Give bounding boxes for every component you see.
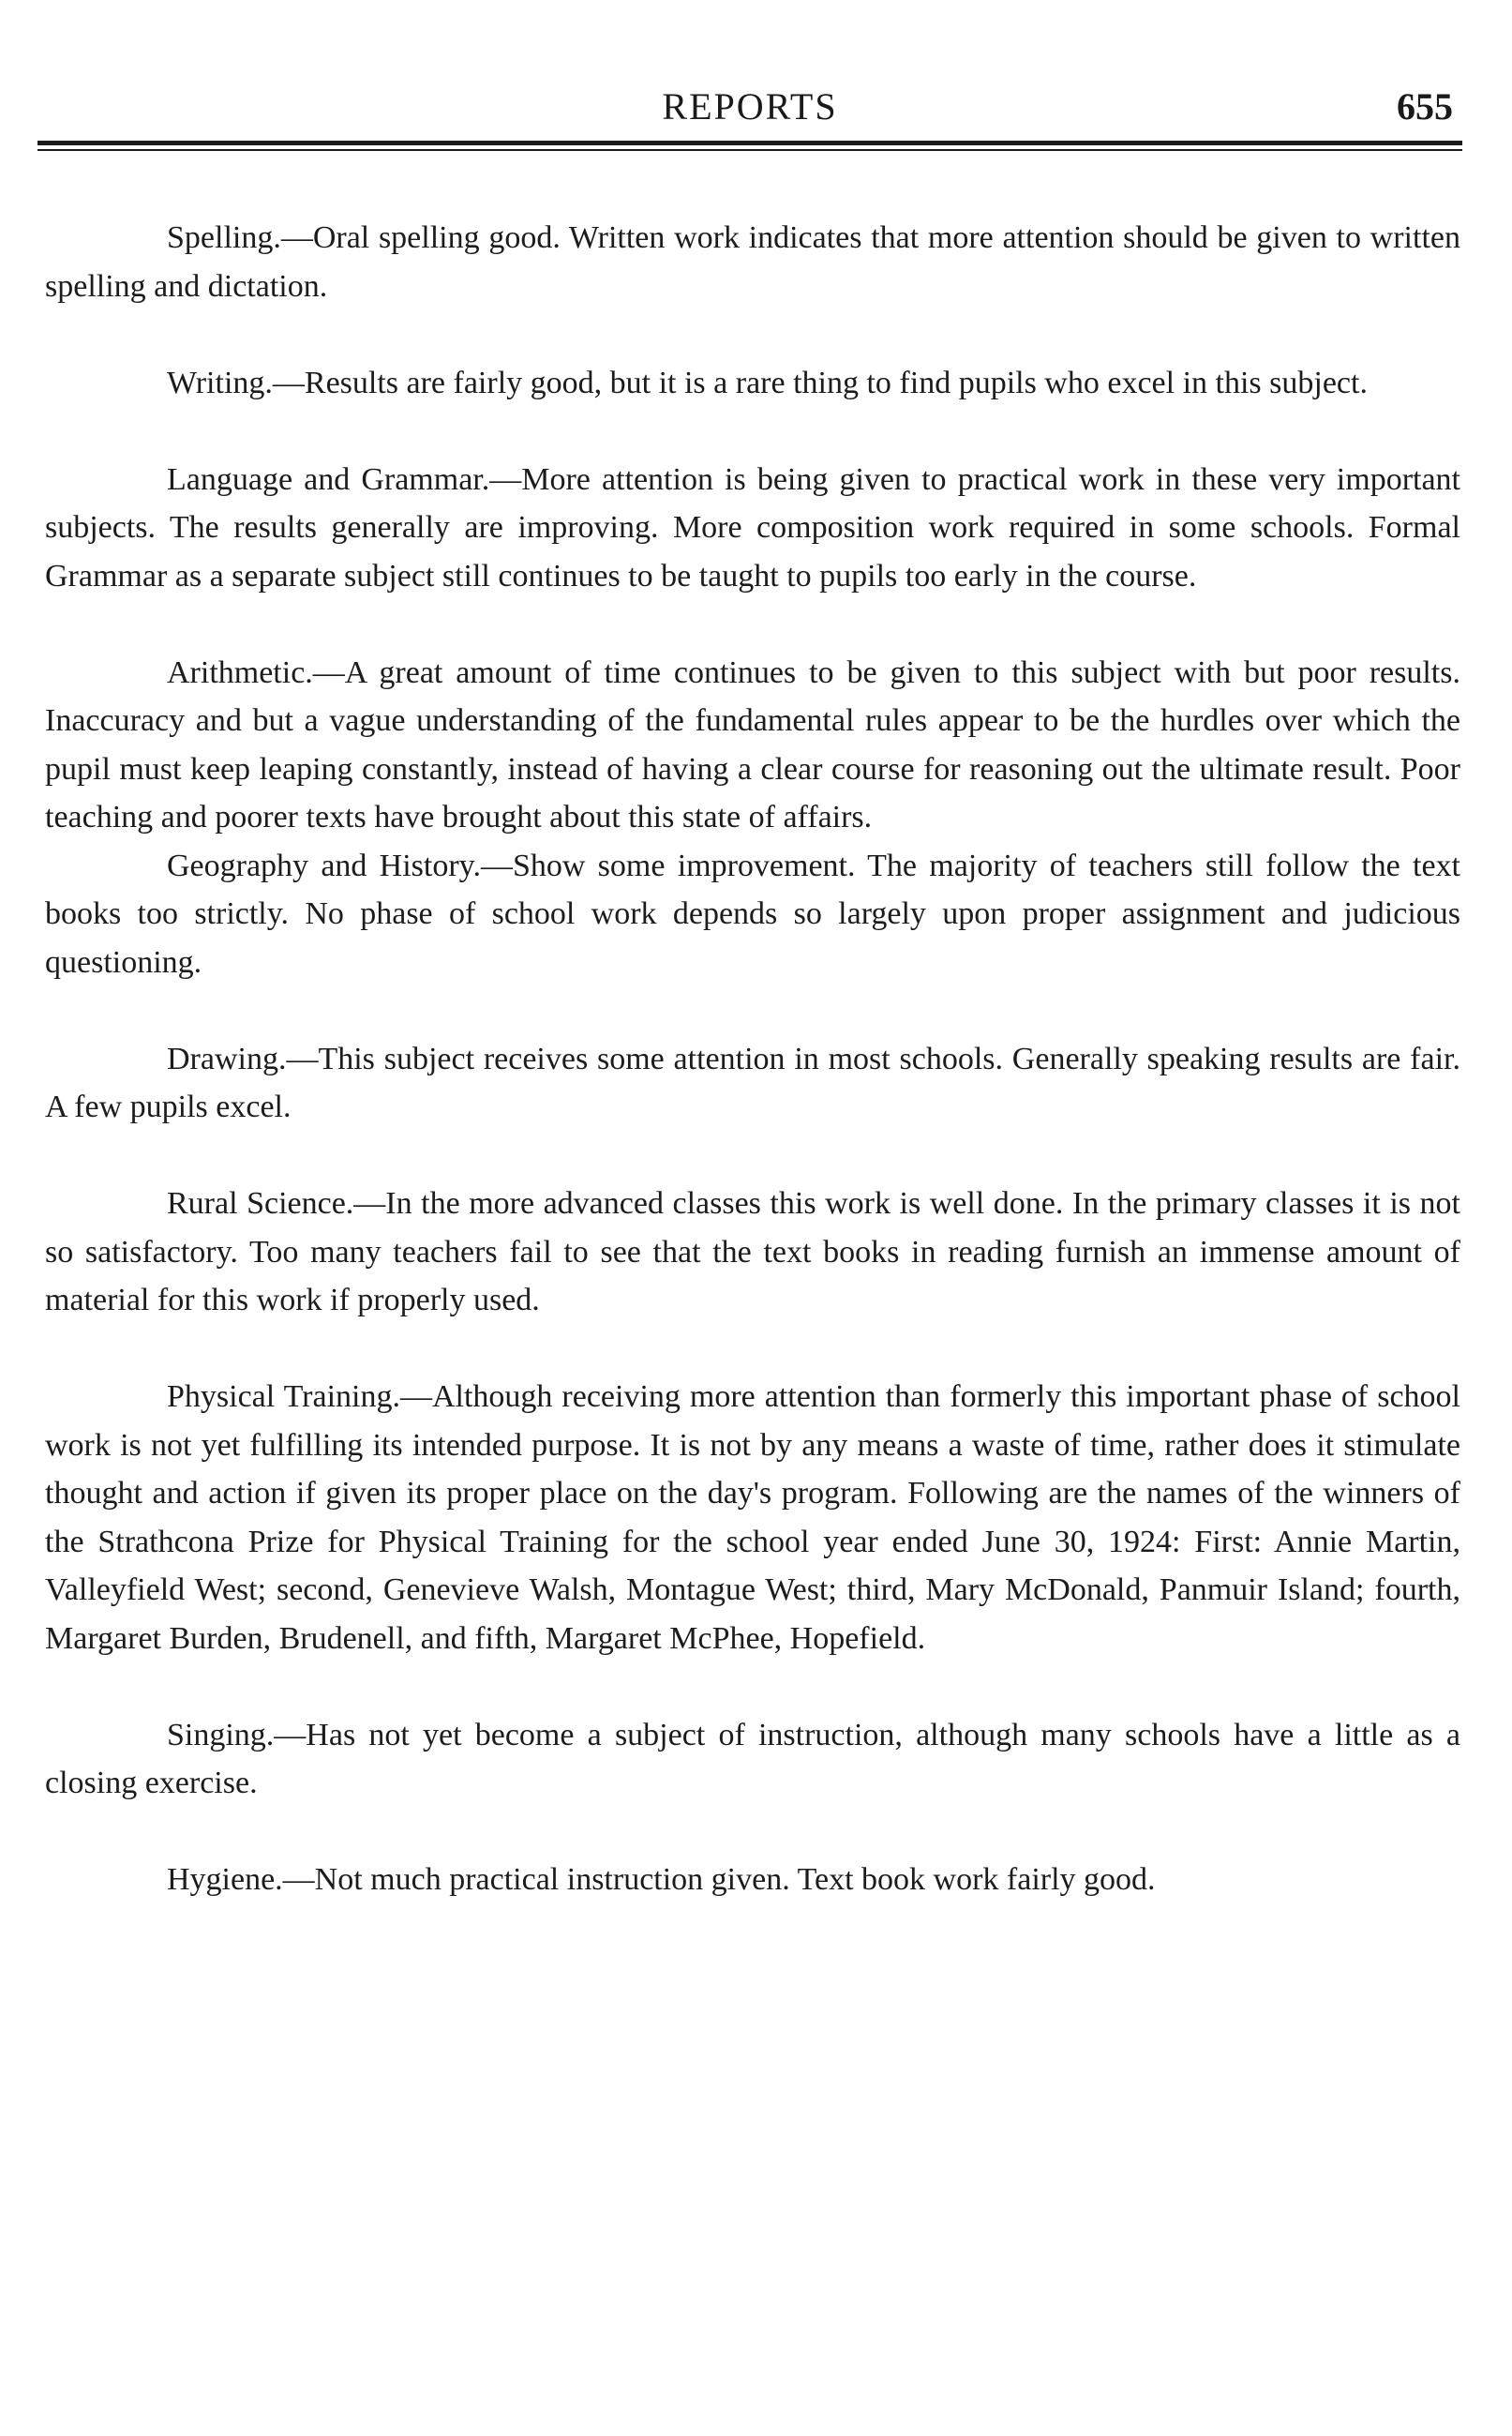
paragraph-drawing: Drawing.—This subject receives some attention in most schools. Generally speaking results are fair. A few pupils excel. <box>45 1041 1460 1124</box>
page-header <box>37 84 1462 131</box>
paragraph-arithmetic: Arithmetic.—A great amount of time continues to be given to this subject with but poor results. Inaccuracy and but a vague understanding of the fundamental rules appear to be the hurdles over which the pupil must keep leaping constantly, instead of having a clear course for reasoning out the ultimate result. Poor teaching and poorer texts have brought about this state of affairs. <box>45 654 1460 835</box>
header-rule <box>37 141 1462 145</box>
page-number: 655 <box>1397 85 1453 128</box>
paragraph-singing: Singing.—Has not yet become a subject of instruction, although many schools have a little as a closing exercise. <box>45 1717 1460 1800</box>
paragraph-geography-history: Geography and History.—Show some improvement. The majority of teachers still follow the text books too strictly. No phase of school work depends so largely upon proper assignment and judicious questioning. <box>45 848 1460 980</box>
running-head: REPORTS <box>662 85 838 128</box>
paragraph-writing: Writing.—Results are fairly good, but it is a rare thing to find pupils who excel in this subject. <box>167 365 1368 400</box>
paragraph-language-grammar: Language and Grammar.—More attention is being given to practical work in these very important subjects. The results generally are improving. More composition work required in some schools. Formal Grammar as a separate subject still continues to be taught to pupils too early in the course. <box>45 461 1460 594</box>
paragraph-hygiene: Hygiene.—Not much practical instruction given. Text book work fairly good. <box>167 1862 1156 1897</box>
report-body <box>45 214 1460 1904</box>
header-rule-thin <box>37 149 1462 151</box>
paragraph-rural-science: Rural Science.—In the more advanced classes this work is well done. In the primary classes it is not so satisfactory. Too many teachers fail to see that the text books in reading furnish an immense amount of material for this work if properly used. <box>45 1186 1460 1317</box>
paragraph-physical-training: Physical Training.—Although receiving more attention than formerly this important phase of school work is not yet fulfilling its intended purpose. It is not by any means a waste of time, rather does it stimulate thought and action if given its proper place on the day's program. Following are the names of the winners of the Strathcona Prize for Physical Training for the school year ended June 30, 1924: First: Annie Martin, Valleyfield West; second, Genevieve Walsh, Montague West; third, Mary McDonald, Panmuir Island; fourth, Margaret Burden, Brudenell, and fifth, Margaret McPhee, Hopefield. <box>45 1379 1460 1656</box>
paragraph-spelling: Spelling.—Oral spelling good. Written work indicates that more attention should be given to written spelling and dictation. <box>45 220 1460 304</box>
